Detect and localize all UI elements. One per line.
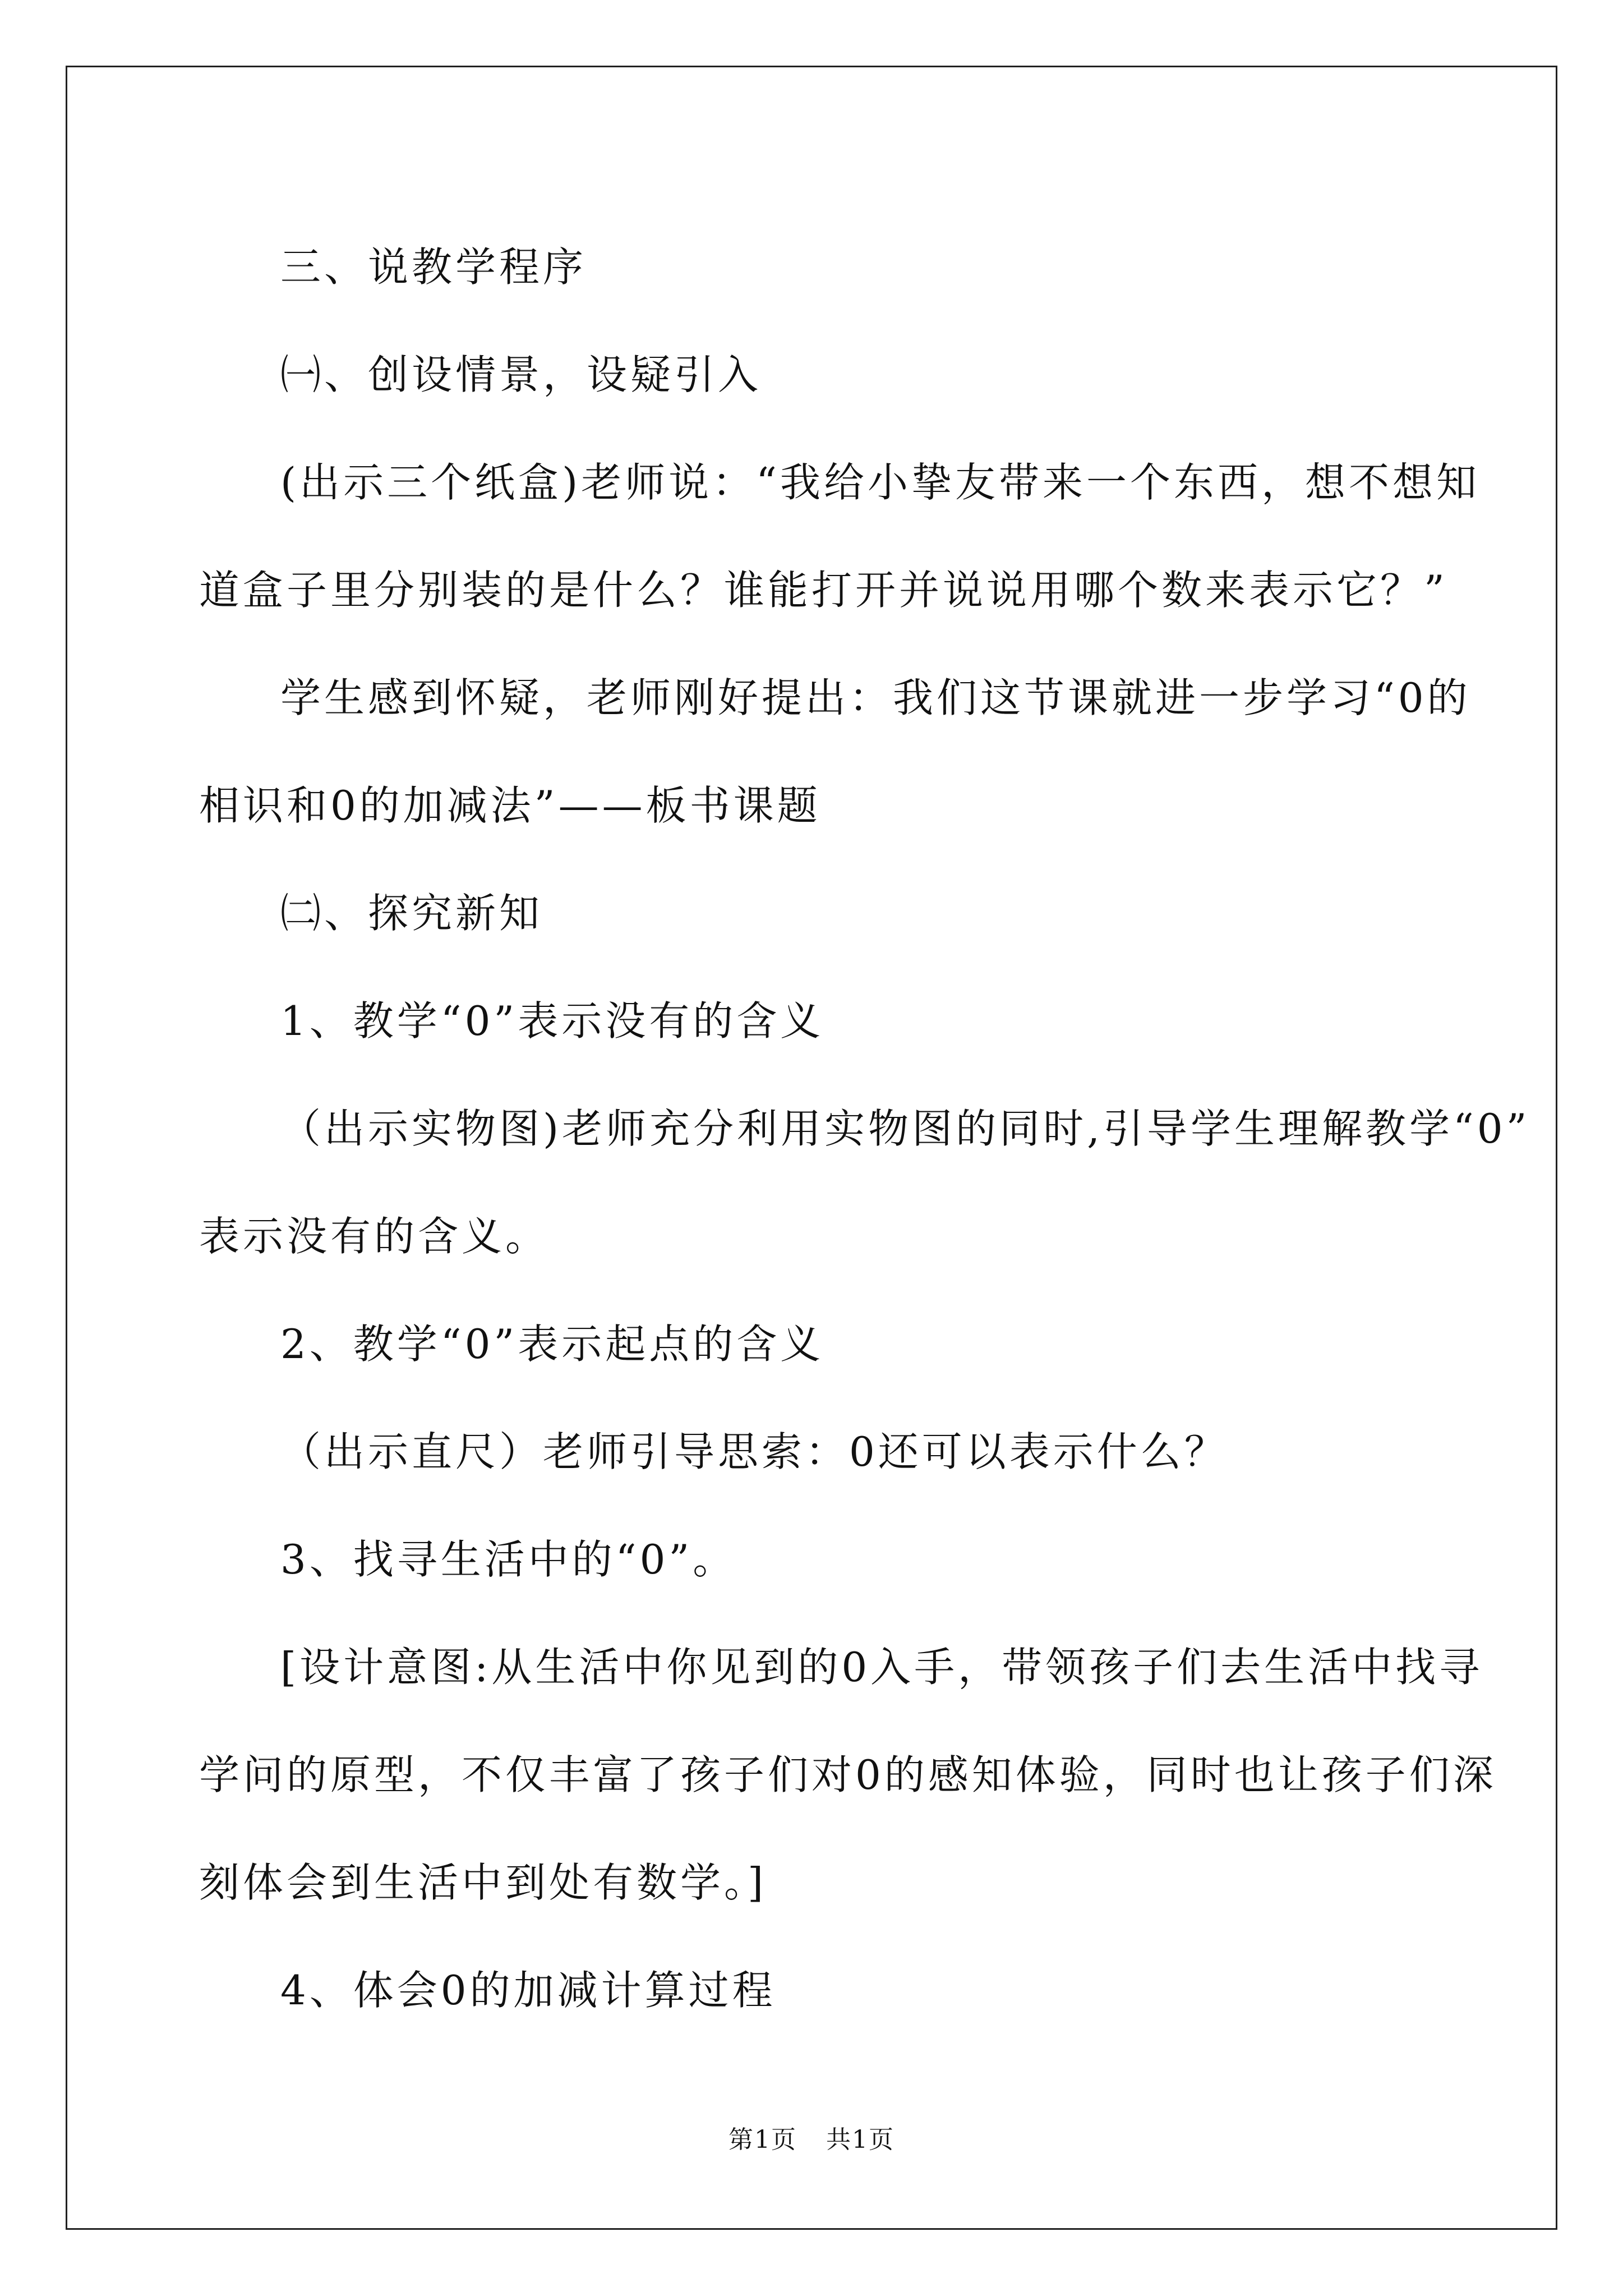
paragraph-step-1-detail [199, 1075, 1530, 1290]
line: ㈠、创设情景，设疑引入 [280, 351, 762, 398]
line: 3、找寻生活中的“0”。 [280, 1536, 737, 1583]
line: 三、说教学程序 [280, 243, 587, 291]
line: (出示三个纸盒)老师说：“我给小挚友带来一个东西，想不想知 [280, 459, 1480, 506]
page-total: 共1页 [826, 2125, 895, 2154]
page-footer [0, 2123, 1623, 2157]
line: 刻体会到生活中到处有数学。] [199, 1859, 767, 1906]
paragraph-step-3 [199, 1506, 1422, 1613]
paragraph-design-intent [199, 1613, 1497, 1936]
paragraph-subheading-1 [199, 321, 1422, 429]
paragraph-student-doubt [199, 644, 1471, 859]
paragraph-step-1 [199, 967, 1422, 1075]
line: 相识和0的加减法”——板书课题 [199, 782, 821, 829]
line: 2、教学“0”表示起点的含义 [280, 1320, 824, 1368]
paragraph-subheading-2 [199, 859, 1422, 967]
line: （出示实物图)老师充分利用实物图的同时,引导学生理解教学“0” [280, 1105, 1530, 1152]
line: ㈡、探究新知 [280, 890, 543, 937]
paragraph-step-2 [199, 1290, 1422, 1398]
page-number: 第1页 [728, 2125, 797, 2154]
paragraph-step-4 [199, 1936, 1422, 2044]
line: 学生感到怀疑，老师刚好提出：我们这节课就进一步学习“0的 [280, 674, 1471, 721]
line: 道盒子里分别装的是什么？谁能打开并说说用哪个数来表示它？” [199, 567, 1448, 614]
paragraph-teacher-intro [199, 429, 1480, 644]
line: 4、体会0的加减计算过程 [280, 1967, 776, 2014]
line: （出示直尺）老师引导思索：0还可以表示什么？ [280, 1428, 1228, 1475]
paragraph-step-2-detail [199, 1398, 1422, 1506]
line: [设计意图:从生活中你见到的0入手，带领孩子们去生活中找寻 [280, 1644, 1483, 1691]
line: 表示没有的含义。 [199, 1213, 550, 1260]
document-body [199, 213, 1530, 2044]
line: 1、教学“0”表示没有的含义 [280, 997, 824, 1045]
paragraph-section-heading [199, 213, 1422, 321]
line: 学问的原型，不仅丰富了孩子们对0的感知体验，同时也让孩子们深 [199, 1751, 1497, 1798]
